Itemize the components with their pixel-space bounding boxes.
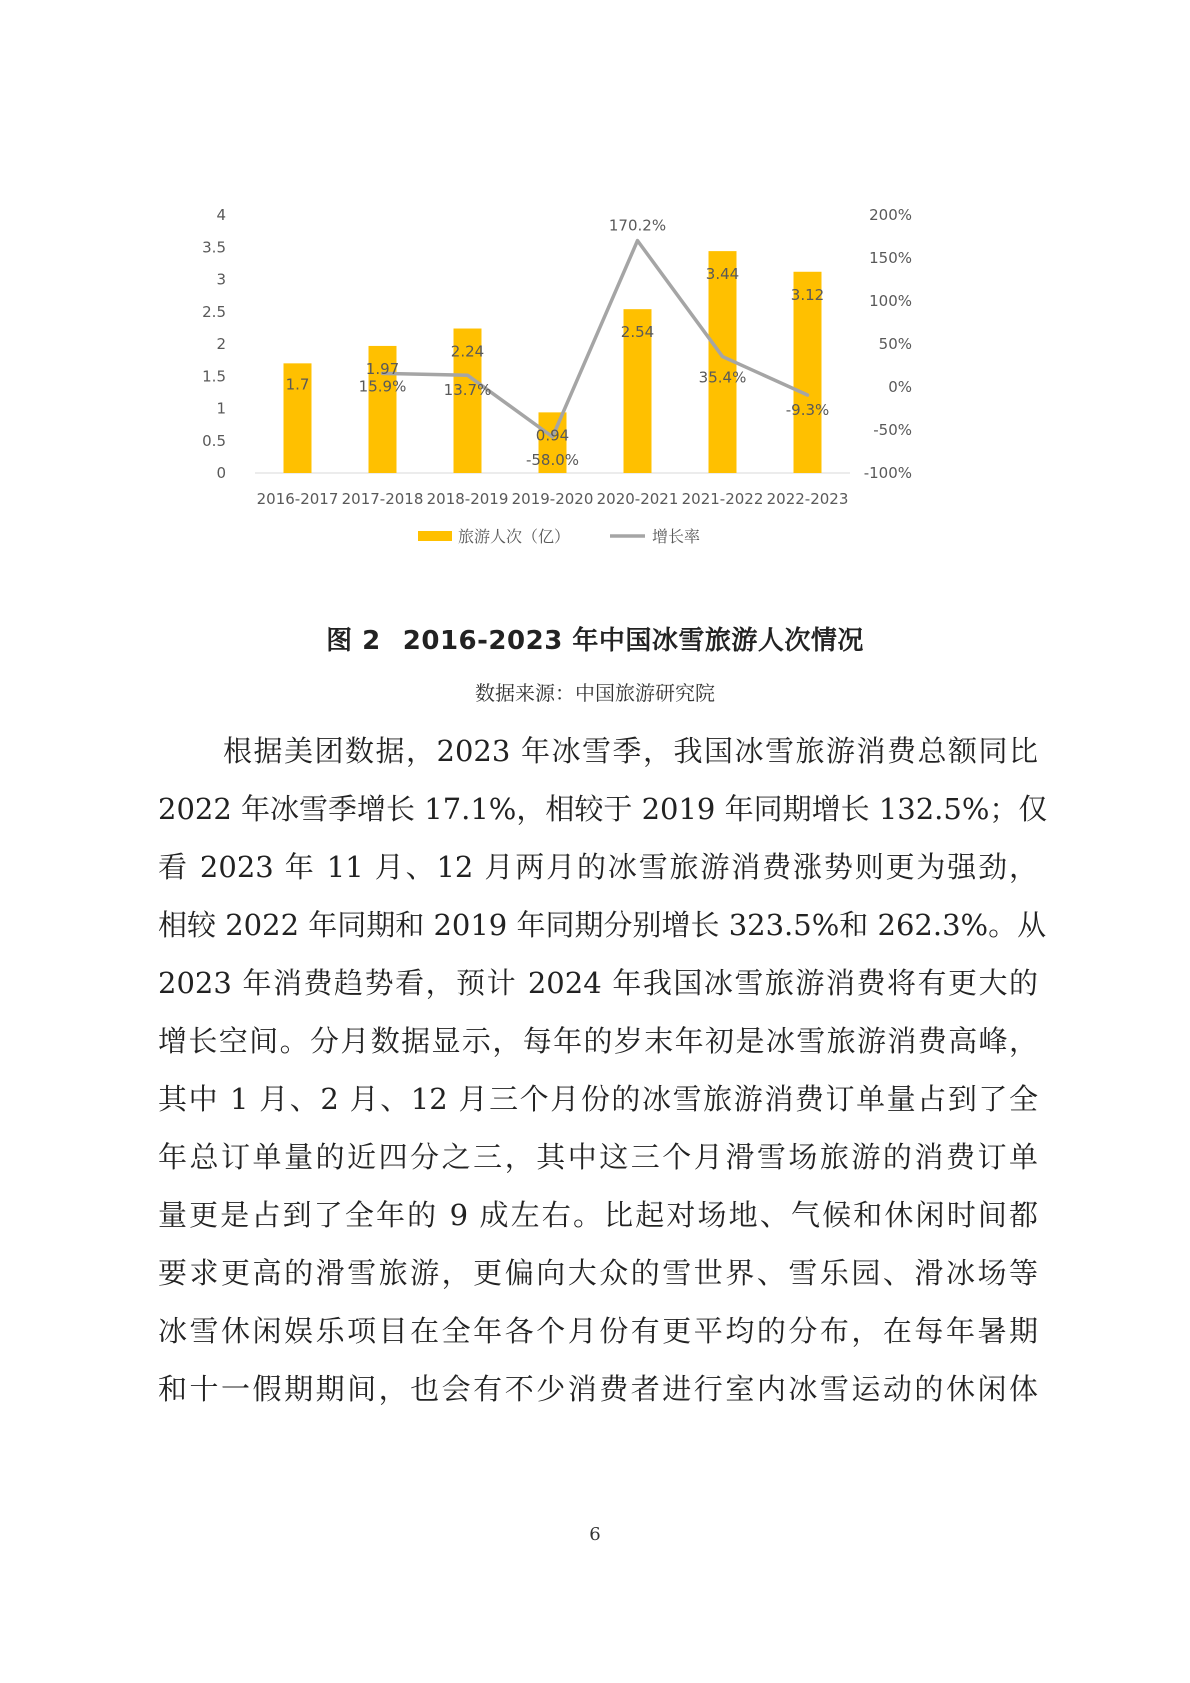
y-left-tick-label: 2.5 bbox=[202, 302, 226, 321]
paragraph-line: 量更是占到了全年的 9 成左右。比起对场地、气候和休闲时间都 bbox=[158, 1198, 1038, 1232]
body-paragraph bbox=[158, 722, 1048, 1418]
bar-data-label: 3.44 bbox=[705, 265, 740, 284]
bar-data-label: 0.94 bbox=[535, 426, 570, 445]
y-right-tick-label: 150% bbox=[869, 249, 912, 267]
y-right-tick-label: 0% bbox=[888, 378, 912, 396]
paragraph-line: 其中 1 月、2 月、12 月三个月份的冰雪旅游消费订单量占到了全 bbox=[158, 1082, 1038, 1116]
bar-data-label: 1.7 bbox=[285, 375, 310, 394]
line-data-label: 15.9% bbox=[358, 377, 407, 396]
paragraph-line: 年总订单量的近四分之三，其中这三个月滑雪场旅游的消费订单 bbox=[158, 1140, 1038, 1174]
paragraph-line: 看 2023 年 11 月、12 月两月的冰雪旅游消费涨势则更为强劲， bbox=[158, 850, 1038, 884]
growth-rate-line bbox=[383, 241, 808, 437]
paragraph-line: 2023 年消费趋势看，预计 2024 年我国冰雪旅游消费将有更大的 bbox=[158, 966, 1038, 1000]
paragraph-line: 冰雪休闲娱乐项目在全年各个月份有更平均的分布，在每年暑期 bbox=[158, 1314, 1038, 1348]
x-tick-label: 2016-2017 bbox=[256, 490, 339, 508]
x-tick-label: 2020-2021 bbox=[596, 490, 679, 508]
chart-container bbox=[190, 200, 1010, 600]
line-data-label: 13.7% bbox=[443, 381, 492, 400]
paragraph-line: 相较 2022 年同期和 2019 年同期分别增长 323.5%和 262.3%。从 bbox=[158, 908, 1047, 942]
bar-data-label: 1.97 bbox=[365, 359, 400, 378]
y-left-tick-label: 2 bbox=[216, 335, 226, 353]
figure-number: 图 2 bbox=[326, 626, 381, 656]
x-tick-label: 2019-2020 bbox=[511, 490, 594, 508]
y-right-tick-label: -100% bbox=[863, 464, 912, 482]
line-data-label: -58.0% bbox=[525, 450, 580, 469]
y-left-tick-label: 3 bbox=[216, 270, 226, 289]
paragraph-line: 增长空间。分月数据显示，每年的岁末年初是冰雪旅游消费高峰， bbox=[158, 1024, 1038, 1058]
y-left-tick-label: 0.5 bbox=[202, 431, 226, 450]
legend-line-label: 增长率 bbox=[652, 527, 701, 546]
paragraph-line: 根据美团数据，2023 年冰雪季，我国冰雪旅游消费总额同比 bbox=[223, 734, 1038, 768]
y-left-tick-label: 1 bbox=[216, 399, 226, 418]
paragraph-line: 2022 年冰雪季增长 17.1%，相较于 2019 年同期增长 132.5%；仅 bbox=[158, 792, 1048, 826]
paragraph-line: 和十一假期期间，也会有不少消费者进行室内冰雪运动的休闲体 bbox=[158, 1372, 1038, 1406]
line-data-label: -9.3% bbox=[785, 400, 830, 419]
y-right-tick-label: 200% bbox=[869, 206, 912, 224]
x-tick-label: 2017-2018 bbox=[341, 490, 424, 508]
paragraph-line: 要求更高的滑雪旅游，更偏向大众的雪世界、雪乐园、滑冰场等 bbox=[158, 1256, 1038, 1290]
y-right-tick-label: -50% bbox=[873, 421, 912, 439]
y-right-tick-label: 50% bbox=[878, 335, 912, 353]
figure-source: 数据来源：中国旅游研究院 bbox=[475, 681, 715, 705]
legend-bar-label: 旅游人次（亿） bbox=[458, 527, 571, 546]
bar-data-label: 2.54 bbox=[620, 323, 655, 342]
x-tick-label: 2018-2019 bbox=[426, 490, 509, 508]
y-left-tick-label: 4 bbox=[216, 206, 226, 224]
figure-title: 2016-2023 年中国冰雪旅游人次情况 bbox=[402, 626, 864, 656]
x-tick-label: 2021-2022 bbox=[681, 490, 764, 508]
y-left-tick-label: 1.5 bbox=[202, 367, 226, 386]
legend-bar-swatch bbox=[418, 531, 452, 541]
x-tick-label: 2022-2023 bbox=[766, 490, 849, 508]
line-data-label: 35.4% bbox=[698, 368, 747, 387]
figure-caption bbox=[0, 620, 1190, 657]
line-data-label: 170.2% bbox=[608, 216, 667, 235]
y-right-tick-label: 100% bbox=[869, 292, 912, 310]
page-number: 6 bbox=[589, 1524, 601, 1545]
bar-data-label: 3.12 bbox=[790, 285, 825, 304]
y-left-tick-label: 3.5 bbox=[202, 238, 226, 257]
bar-line-chart bbox=[190, 200, 1010, 600]
y-left-tick-label: 0 bbox=[216, 464, 226, 482]
bar-data-label: 2.24 bbox=[450, 342, 485, 361]
